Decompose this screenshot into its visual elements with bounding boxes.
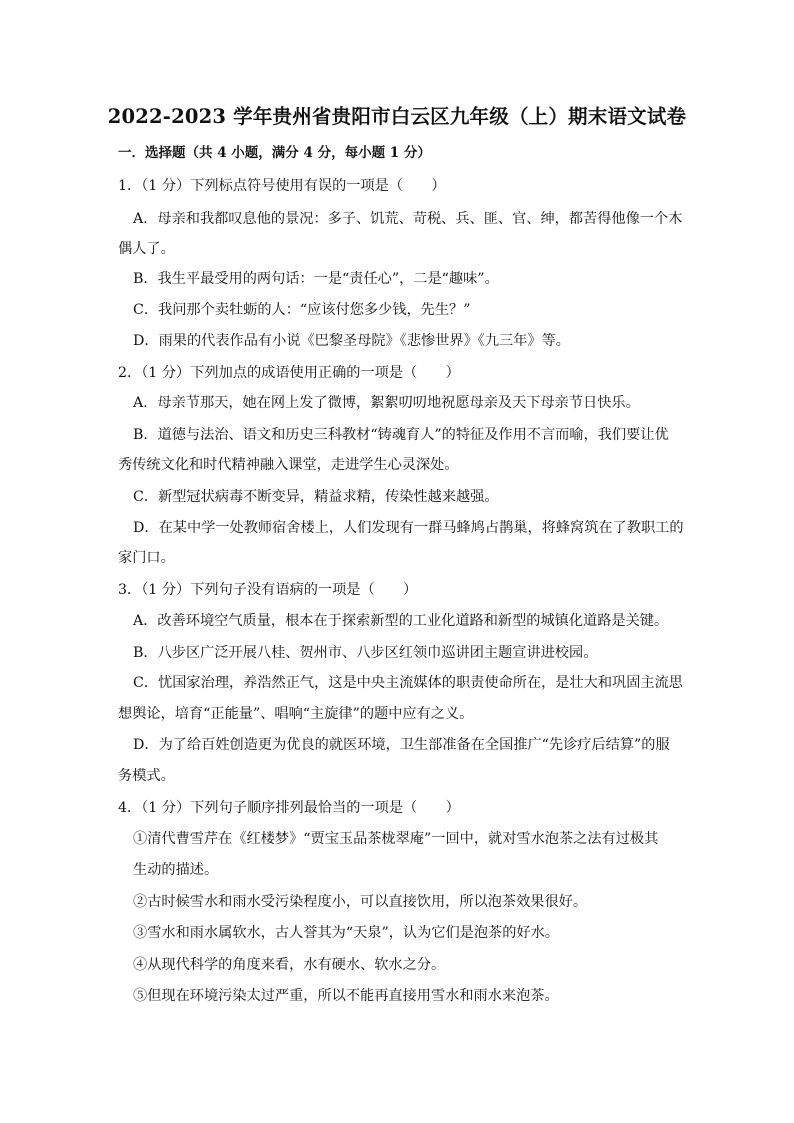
question-1-option-d: D．雨果的代表作品有小说《巴黎圣母院》《悲惨世界》《九三年》等。: [133, 333, 570, 349]
question-1-option-b: B．我生平最受用的两句话：一是“责任心”，二是“趣味”。: [133, 271, 499, 287]
question-3-option-c-cont: 想舆论，培育“正能量”、唱响“主旋律”的题中应有之义。: [118, 706, 474, 722]
question-2-option-d-cont: 家门口。: [118, 550, 175, 566]
question-2-option-b: B．道德与法治、语文和历史三科教材“铸魂育人”的特征及作用不言而喻，我们要让优: [133, 427, 669, 443]
question-1-stem: 1．（1 分）下列标点符号使用有误的一项是（ ）: [118, 178, 446, 194]
question-3-option-d: D．为了给百姓创造更为优良的就医环境，卫生部准备在全国推广“先诊疗后结算”的服: [133, 737, 670, 753]
question-4-sentence-4: ④从现代科学的角度来看，水有硬水、软水之分。: [133, 957, 446, 973]
question-1-option-a: A．母亲和我都叹息他的景况：多子、饥荒、苛税、兵、匪、官、绅，都苦得他像一个木: [133, 211, 683, 227]
question-3-option-c: C．忧国家治理，养浩然正气，这是中央主流媒体的职责使命所在，是壮大和巩固主流思: [133, 675, 683, 691]
question-3-option-b: B．八步区广泛开展八桂、贺州市、八步区红领巾巡讲团主题宣讲进校园。: [133, 645, 598, 661]
question-4-sentence-1-cont: 生动的描述。: [133, 862, 219, 878]
question-1-option-c: C．我问那个卖牡蛎的人：“应该付您多少钱，先生？”: [133, 302, 471, 318]
question-2-option-a: A．母亲节那天，她在网上发了微博，絮絮叨叨地祝愿母亲及天下母亲节日快乐。: [133, 395, 640, 411]
page-title: 2022-2023 学年贵州省贵阳市白云区九年级（上）期末语文试卷: [107, 105, 687, 128]
question-3-option-d-cont: 务模式。: [118, 768, 175, 784]
question-4-stem: 4．（1 分）下列句子顺序排列最恰当的一项是（ ）: [118, 800, 460, 816]
question-1-option-a-cont: 偶人了。: [118, 241, 175, 257]
question-2-stem: 2．（1 分）下列加点的成语使用正确的一项是（ ）: [118, 365, 460, 381]
question-4-sentence-2: ②古时候雪水和雨水受污染程度小，可以直接饮用，所以泡茶效果很好。: [133, 894, 588, 910]
question-2-option-b-cont: 秀传统文化和时代精神融入课堂，走进学生心灵深处。: [118, 457, 459, 473]
question-3-stem: 3．（1 分）下列句子没有语病的一项是（ ）: [118, 582, 418, 598]
question-4-sentence-3: ③雪水和雨水属软水，古人誉其为“天泉”，认为它们是泡茶的好水。: [133, 925, 559, 941]
question-2-option-d: D．在某中学一处教师宿舍楼上，人们发现有一群马蜂鸠占鹊巢，将蜂窝筑在了教职工的: [133, 520, 684, 536]
question-3-option-a: A．改善环境空气质量，根本在于探索新型的工业化道路和新型的城镇化道路是关键。: [133, 613, 669, 629]
question-2-option-c: C．新型冠状病毒不断变异，精益求精，传染性越来越强。: [133, 489, 499, 505]
section-heading: 一．选择题（共 4 小题，满分 4 分，每小题 1 分）: [118, 145, 431, 161]
question-4-sentence-5: ⑤但现在环境污染太过严重，所以不能再直接用雪水和雨水来泡茶。: [133, 988, 559, 1004]
question-4-sentence-1: ①清代曹雪芹在《红楼梦》“贾宝玉品茶栊翠庵”一回中，就对雪水泡茶之法有过极其: [133, 831, 659, 847]
